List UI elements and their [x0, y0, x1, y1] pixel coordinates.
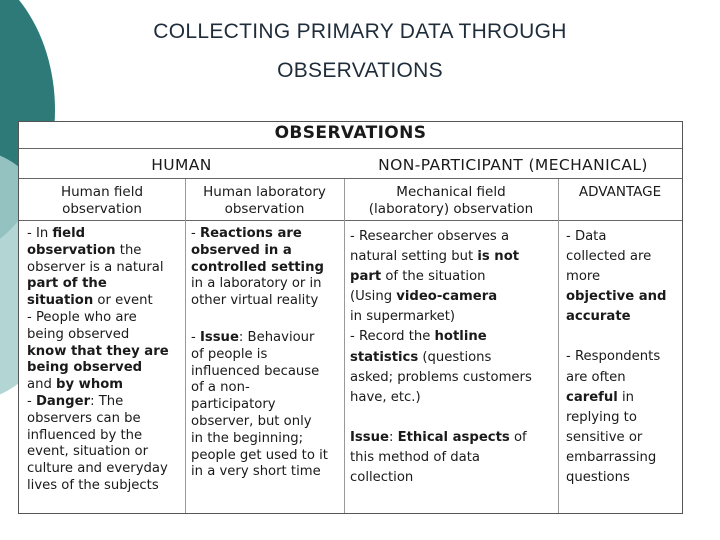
cell-text: lives of the subjects	[27, 477, 159, 493]
cell-text: know that they are	[27, 343, 169, 359]
cell-text: part of the	[27, 276, 107, 292]
slide-title-line1: COLLECTING PRIMARY DATA THROUGH	[153, 20, 567, 43]
cell-text: sensitive or	[566, 429, 643, 445]
cell-text: observers can be	[27, 410, 141, 426]
cell-text: of	[509, 429, 527, 445]
paragraph-gap	[566, 327, 680, 347]
observations-table	[18, 121, 683, 514]
cell-text: event, situation or	[27, 444, 149, 460]
column-divider	[558, 179, 559, 513]
column-header-line: Human laboratory	[203, 184, 326, 200]
cell-text: and	[27, 377, 57, 393]
cell-text: statistics	[350, 349, 419, 365]
cell-text: being observed	[27, 326, 130, 342]
cell-text: more	[566, 269, 601, 285]
cell-text: - Data	[566, 229, 607, 244]
cell-text: influenced by the	[27, 427, 143, 443]
column-header-line: Mechanical field	[396, 184, 506, 200]
cell-text: - Researcher observes a	[350, 229, 510, 244]
cell-text: in a very short time	[191, 464, 321, 480]
cell-mechanical-field	[350, 227, 556, 488]
cell-text: by whom	[56, 377, 124, 393]
cell-text: collection	[350, 470, 414, 486]
cell-text: being observed	[27, 360, 143, 376]
cell-text: in the beginning;	[191, 430, 304, 446]
cell-text: situation	[27, 293, 94, 309]
cell-text: observed in a	[191, 242, 292, 258]
column-header-mechanical-field	[344, 184, 558, 218]
cell-text: Ethical aspects	[397, 429, 510, 445]
cell-text: questions	[566, 470, 630, 486]
table-rule	[19, 220, 682, 221]
cell-text: -	[27, 393, 36, 409]
cell-text: observation	[27, 242, 116, 258]
cell-text: participatory	[191, 397, 276, 413]
cell-text: or event	[93, 293, 153, 309]
cell-text: replying to	[566, 409, 637, 425]
cell-text: this method of data	[350, 449, 480, 465]
column-header-human-field	[19, 184, 185, 218]
cell-text: other virtual reality	[191, 293, 319, 309]
cell-text: Issue	[350, 429, 389, 445]
cell-text: controlled setting	[191, 259, 324, 275]
table-header: OBSERVATIONS	[274, 123, 427, 143]
cell-text: objective and	[566, 289, 667, 305]
column-divider	[185, 179, 186, 513]
column-header-line: observation	[224, 201, 305, 217]
column-header-line: observation	[62, 201, 142, 217]
cell-text: Reactions are	[199, 226, 302, 241]
cell-text: the	[115, 242, 142, 258]
cell-text: (questions	[418, 349, 492, 365]
column-header-human-laboratory	[185, 184, 344, 218]
cell-text: part	[350, 269, 382, 285]
cell-text: - Record the	[350, 329, 435, 345]
table-rule	[19, 178, 682, 179]
table-rule	[19, 148, 682, 149]
cell-text: -	[191, 226, 200, 241]
cell-text: in	[617, 389, 635, 405]
cell-text: of a non-	[191, 380, 250, 396]
column-header-line: Human field	[60, 184, 144, 200]
slide-title-line2: OBSERVATIONS	[277, 59, 443, 82]
cell-text: : The	[90, 393, 124, 409]
cell-text: of the situation	[381, 269, 486, 285]
cell-advantage	[566, 227, 680, 488]
cell-text: asked; problems customers	[350, 369, 532, 385]
cell-text: embarrassing	[566, 449, 657, 465]
cell-human-laboratory	[191, 226, 343, 481]
cell-text: (Using	[350, 289, 397, 305]
cell-text: - People who are	[27, 309, 137, 325]
paragraph-gap	[191, 310, 343, 330]
column-header-line: (laboratory) observation	[368, 201, 534, 217]
column-divider	[344, 179, 345, 513]
cell-text: have, etc.)	[350, 389, 421, 405]
cell-text: is not	[477, 249, 520, 265]
cell-text: in a laboratory or in	[191, 276, 322, 292]
group-non-participant: NON-PARTICIPANT (MECHANICAL)	[378, 156, 648, 174]
cell-text: in supermarket)	[350, 309, 456, 325]
cell-text: culture and everyday	[27, 461, 168, 477]
cell-text: -	[191, 329, 200, 345]
cell-human-field	[27, 226, 185, 495]
cell-text: observer is a natural	[27, 259, 164, 275]
cell-text: people get used to it	[191, 447, 328, 463]
cell-text: careful	[566, 389, 618, 405]
cell-text: video-camera	[396, 289, 498, 305]
cell-text: accurate	[566, 309, 631, 325]
group-human: HUMAN	[151, 156, 212, 174]
cell-text: natural setting but	[350, 249, 478, 265]
cell-text: field	[52, 226, 86, 241]
cell-text: : Behaviour	[238, 329, 315, 345]
cell-text: collected are	[566, 249, 652, 265]
cell-text: - In	[27, 226, 53, 241]
paragraph-gap	[350, 408, 556, 428]
cell-text: hotline	[434, 329, 487, 345]
cell-text: Danger	[35, 393, 91, 409]
cell-text: influenced because	[191, 363, 320, 379]
column-header-advantage: ADVANTAGE	[578, 184, 662, 200]
cell-text: are often	[566, 369, 626, 385]
cell-text: :	[388, 429, 398, 445]
cell-text: - Respondents	[566, 349, 661, 365]
cell-text: observer, but only	[191, 413, 312, 429]
cell-text: of people is	[191, 346, 268, 362]
cell-text: Issue	[199, 329, 239, 345]
